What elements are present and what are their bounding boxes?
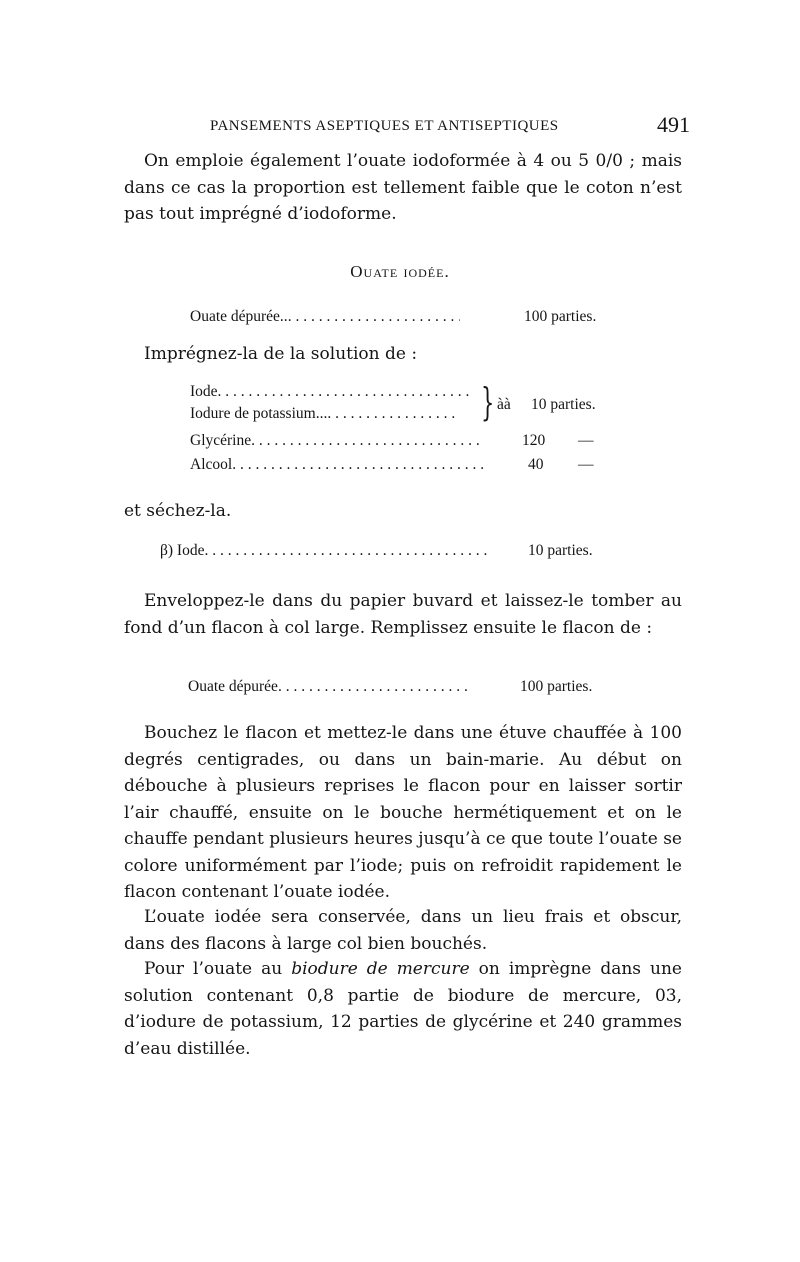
dot-leader [232,456,488,474]
dot-leader [218,383,471,401]
dot-leader [288,308,460,326]
solution-aa-amount: 10 parties. [531,396,596,413]
recipe-amount: 100 parties. [524,308,597,325]
page-number: 491 [657,112,690,137]
paragraph-bouchez: Bouchez le flacon et mettez-le dans une étuve chauffée à 100 degrés centigrades, ou dans un bain-marie. Au début on débouche à plusieurs reprises le flacon pour en laisser sortir l’air chauffé, ensuite on le bouche hermétiquement et on le chauffe pendant plusieurs heures jusqu’à ce que toute l’ouate se colore uniformément par l’iode; puis on refroidit rapidement le flacon contenant l’ouate iodée. [124,723,682,902]
paragraph-sechez: et séchez-la. [124,501,232,521]
solution-alcool-amount: 40 [528,456,544,473]
paragraph-impregnez: Imprégnez-la de la solution de : [144,344,418,364]
recipe-item: Ouate dépurée.. [190,308,288,325]
page-header [210,112,690,142]
recipe-item: Ouate dépurée [188,678,278,695]
solution-aa: àà [497,396,511,413]
beta-item: β) Iode [160,542,205,559]
section-heading: Ouate iodée. [350,262,450,281]
paragraph-conservee: L’ouate iodée sera conservée, dans un lieu frais et obscur, dans des flacons à large col bien bouchés. [124,907,682,954]
solution-item-iode: Iode [190,383,218,400]
paragraph-iodoform: On emploie également l’ouate iodoformée à 4 ou 5 0/0 ; mais dans ce cas la proportion est tellement faible que le coton n’est pas tout imprégné d’iodoforme. [124,151,682,224]
running-title: PANSEMENTS ASEPTIQUES ET ANTISEPTIQUES [210,118,559,134]
ditto-dash: — [578,432,594,449]
solution-item-iodure: Iodure de potassium... [190,405,328,422]
dot-leader [327,405,455,423]
dot-leader [278,678,470,696]
paragraph-text: Pour l’ouate au [144,959,292,979]
dot-leader [251,432,484,450]
brace-symbol: } [481,380,495,424]
solution-item-alcool: Alcool [190,456,233,473]
solution-glycerine-amount: 120 [522,432,546,449]
solution-item-glycerine: Glycérine [190,432,252,449]
dot-leader [204,542,489,560]
beta-amount: 10 parties. [528,542,593,559]
recipe-amount: 100 parties. [520,678,593,695]
paragraph-biodure [124,956,682,1062]
italic-term: biodure de mercure [291,959,470,979]
paragraph-text: on imprègne dans une solution contenant 0,8 partie de biodure de mercure, 03, d’iodure de potassium, 12 parties de glycérine et 240 grammes d’eau distillée. [124,959,682,1059]
paragraph-enveloppez: Enveloppez-le dans du papier buvard et laissez-le tomber au fond d’un flacon à col large. Remplissez ensuite le flacon de : [124,591,682,638]
ditto-dash: — [578,456,594,473]
